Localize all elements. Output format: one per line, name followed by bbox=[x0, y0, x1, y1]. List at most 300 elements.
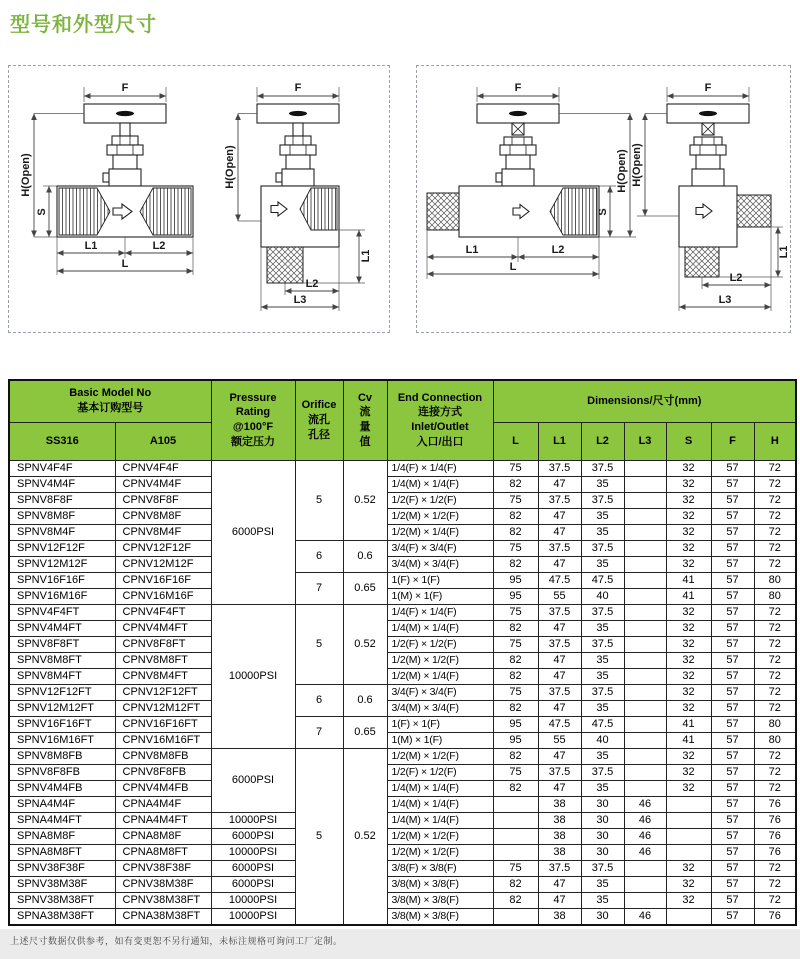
orifice-cell: 5 bbox=[295, 460, 343, 540]
header-line: 入口/出口 bbox=[416, 436, 464, 449]
dim-label-s: S bbox=[597, 208, 609, 216]
dim-cell-l2: 30 bbox=[581, 812, 624, 828]
dim-cell-h: 72 bbox=[754, 524, 796, 540]
header-line: End Connection bbox=[397, 391, 483, 404]
dim-cell-l3 bbox=[624, 652, 666, 668]
dim-label-l: L bbox=[121, 258, 129, 270]
model-ss316-cell: SPNA4M4F bbox=[9, 796, 115, 812]
dim-cell-s bbox=[666, 828, 711, 844]
table-row bbox=[9, 556, 796, 572]
dim-cell-l1: 47 bbox=[538, 700, 581, 716]
model-a105-cell: CPNV38M38FT bbox=[115, 892, 211, 908]
model-ss316-cell: SPNV12M12F bbox=[9, 556, 115, 572]
connection-cell: 1/2(M) × 1/4(F) bbox=[387, 668, 493, 684]
model-a105-cell: CPNV12F12F bbox=[115, 540, 211, 556]
dim-cell-l: 95 bbox=[493, 572, 538, 588]
model-a105-cell: CPNV8F8FT bbox=[115, 636, 211, 652]
connection-cell: 3/4(F) × 3/4(F) bbox=[387, 540, 493, 556]
dim-cell-f: 57 bbox=[711, 812, 754, 828]
header-line: 流孔 bbox=[308, 413, 330, 426]
orifice-cell: 5 bbox=[295, 748, 343, 925]
table-row bbox=[9, 620, 796, 636]
table-row bbox=[9, 860, 796, 876]
model-ss316-cell: SPNV4F4FT bbox=[9, 604, 115, 620]
cv-cell: 0.52 bbox=[343, 748, 387, 925]
dim-cell-l1: 47 bbox=[538, 780, 581, 796]
header-line: Rating bbox=[235, 406, 271, 419]
dim-cell-l: 82 bbox=[493, 556, 538, 572]
dim-cell-s: 32 bbox=[666, 540, 711, 556]
dim-cell-l1: 38 bbox=[538, 844, 581, 860]
table-row bbox=[9, 572, 796, 588]
orifice-cell: 6 bbox=[295, 540, 343, 572]
dim-cell-l3 bbox=[624, 860, 666, 876]
dim-cell-f: 57 bbox=[711, 748, 754, 764]
dim-cell-h: 72 bbox=[754, 652, 796, 668]
dim-cell-l2: 35 bbox=[581, 892, 624, 908]
model-a105-cell: CPNV8M8F bbox=[115, 508, 211, 524]
dim-cell-l3 bbox=[624, 780, 666, 796]
dim-cell-s: 32 bbox=[666, 764, 711, 780]
model-a105-cell: CPNV16M16FT bbox=[115, 732, 211, 748]
header-dim-f: F bbox=[711, 422, 754, 460]
dim-cell-l3 bbox=[624, 700, 666, 716]
dim-cell-f: 57 bbox=[711, 508, 754, 524]
dim-cell-h: 72 bbox=[754, 508, 796, 524]
dim-cell-s bbox=[666, 812, 711, 828]
dim-cell-f: 57 bbox=[711, 732, 754, 748]
model-a105-cell: CPNV12F12FT bbox=[115, 684, 211, 700]
dim-cell-l3 bbox=[624, 892, 666, 908]
dim-cell-l3 bbox=[624, 636, 666, 652]
dim-cell-h: 80 bbox=[754, 588, 796, 604]
connection-cell: 1(M) × 1(F) bbox=[387, 588, 493, 604]
dim-cell-l: 82 bbox=[493, 476, 538, 492]
dim-cell-s: 32 bbox=[666, 780, 711, 796]
header-dimensions: Dimensions/尺寸(mm) bbox=[493, 380, 796, 422]
dim-cell-l2: 30 bbox=[581, 844, 624, 860]
dim-cell-l1: 47 bbox=[538, 748, 581, 764]
dim-cell-l: 95 bbox=[493, 716, 538, 732]
dim-label-l2: L2 bbox=[729, 272, 743, 284]
table-row bbox=[9, 748, 796, 764]
dim-cell-h: 76 bbox=[754, 828, 796, 844]
table-row bbox=[9, 700, 796, 716]
header-cv bbox=[343, 380, 387, 460]
connection-cell: 1/4(M) × 1/4(F) bbox=[387, 620, 493, 636]
model-a105-cell: CPNV12M12F bbox=[115, 556, 211, 572]
handle-lens bbox=[509, 111, 527, 116]
dim-cell-l: 75 bbox=[493, 460, 538, 476]
dim-cell-l3: 46 bbox=[624, 812, 666, 828]
dim-cell-l bbox=[493, 796, 538, 812]
dim-cell-l2: 37.5 bbox=[581, 540, 624, 556]
dim-label-l2: L2 bbox=[152, 240, 166, 252]
header-line: 孔径 bbox=[308, 428, 330, 441]
dim-cell-s: 32 bbox=[666, 508, 711, 524]
dim-cell-f: 57 bbox=[711, 668, 754, 684]
dim-cell-l1: 47 bbox=[538, 892, 581, 908]
table-row bbox=[9, 636, 796, 652]
dim-label-l2: L2 bbox=[305, 278, 319, 290]
table-row bbox=[9, 812, 796, 828]
model-a105-cell: CPNV8M8FT bbox=[115, 652, 211, 668]
cv-cell: 0.6 bbox=[343, 540, 387, 572]
dim-label-f: F bbox=[704, 82, 712, 94]
pressure-cell: 6000PSI bbox=[211, 460, 295, 604]
dim-cell-l2: 40 bbox=[581, 588, 624, 604]
handle-lens bbox=[289, 111, 307, 116]
dim-cell-l1: 47 bbox=[538, 876, 581, 892]
dim-cell-s: 32 bbox=[666, 892, 711, 908]
dim-cell-h: 72 bbox=[754, 764, 796, 780]
dim-cell-f: 57 bbox=[711, 620, 754, 636]
dim-cell-f: 57 bbox=[711, 876, 754, 892]
model-ss316-cell: SPNV4M4FT bbox=[9, 620, 115, 636]
table-row bbox=[9, 460, 796, 476]
model-ss316-cell: SPNV38F38F bbox=[9, 860, 115, 876]
dim-cell-l3 bbox=[624, 540, 666, 556]
connection-cell: 1(F) × 1(F) bbox=[387, 716, 493, 732]
dim-cell-s: 32 bbox=[666, 524, 711, 540]
header-line: 额定压力 bbox=[231, 436, 275, 449]
model-a105-cell: CPNV4F4FT bbox=[115, 604, 211, 620]
dim-cell-l2: 37.5 bbox=[581, 604, 624, 620]
dim-cell-h: 72 bbox=[754, 860, 796, 876]
table-row bbox=[9, 604, 796, 620]
connection-cell: 1/4(M) × 1/4(F) bbox=[387, 780, 493, 796]
orifice-cell: 5 bbox=[295, 604, 343, 684]
dim-cell-s: 32 bbox=[666, 668, 711, 684]
connection-cell: 1/4(M) × 1/4(F) bbox=[387, 796, 493, 812]
pressure-cell: 10000PSI bbox=[211, 892, 295, 908]
dim-cell-l2: 35 bbox=[581, 700, 624, 716]
dim-cell-l: 75 bbox=[493, 764, 538, 780]
model-a105-cell: CPNA8M8F bbox=[115, 828, 211, 844]
cv-cell: 0.52 bbox=[343, 460, 387, 540]
dim-cell-h: 72 bbox=[754, 668, 796, 684]
dim-cell-l2: 37.5 bbox=[581, 764, 624, 780]
header-line: Pressure bbox=[229, 391, 277, 404]
dim-cell-l2: 35 bbox=[581, 668, 624, 684]
dim-cell-l2: 37.5 bbox=[581, 684, 624, 700]
connection-cell: 1/4(M) × 1/4(F) bbox=[387, 476, 493, 492]
connection-cell: 1/2(M) × 1/2(F) bbox=[387, 652, 493, 668]
dim-cell-l3 bbox=[624, 588, 666, 604]
dim-cell-f: 57 bbox=[711, 460, 754, 476]
dim-cell-f: 57 bbox=[711, 796, 754, 812]
dim-cell-f: 57 bbox=[711, 652, 754, 668]
connection-cell: 1/4(F) × 1/4(F) bbox=[387, 460, 493, 476]
dim-cell-l3 bbox=[624, 572, 666, 588]
model-ss316-cell: SPNV16M16F bbox=[9, 588, 115, 604]
dim-cell-l: 82 bbox=[493, 668, 538, 684]
footnote-text: 上述尺寸数据仅供参考，如有变更恕不另行通知，未标注规格可询问工厂定制。 bbox=[10, 935, 343, 946]
cv-cell: 0.6 bbox=[343, 684, 387, 716]
dim-cell-l1: 37.5 bbox=[538, 684, 581, 700]
table-row bbox=[9, 524, 796, 540]
dim-cell-s: 41 bbox=[666, 572, 711, 588]
header-dim-l2: L2 bbox=[581, 422, 624, 460]
model-a105-cell: CPNV8M4FT bbox=[115, 668, 211, 684]
dim-cell-l2: 35 bbox=[581, 748, 624, 764]
table-row bbox=[9, 796, 796, 812]
dim-label-s: S bbox=[36, 208, 48, 216]
model-a105-cell: CPNV4M4FB bbox=[115, 780, 211, 796]
dim-cell-s: 32 bbox=[666, 684, 711, 700]
connection-cell: 3/8(M) × 3/8(F) bbox=[387, 892, 493, 908]
orifice-cell: 6 bbox=[295, 684, 343, 716]
header-orifice bbox=[295, 380, 343, 460]
header-line: Inlet/Outlet bbox=[411, 421, 469, 434]
dim-cell-l3 bbox=[624, 508, 666, 524]
dim-cell-l1: 38 bbox=[538, 908, 581, 925]
dim-cell-l2: 35 bbox=[581, 556, 624, 572]
model-a105-cell: CPNA38M38FT bbox=[115, 908, 211, 925]
dim-cell-f: 57 bbox=[711, 492, 754, 508]
dim-cell-f: 57 bbox=[711, 604, 754, 620]
dim-cell-l2: 35 bbox=[581, 876, 624, 892]
table-row bbox=[9, 652, 796, 668]
header-line: Orifice bbox=[301, 398, 337, 411]
dim-cell-l3 bbox=[624, 492, 666, 508]
spec-table bbox=[8, 379, 797, 926]
dim-cell-l1: 55 bbox=[538, 588, 581, 604]
dim-cell-l1: 47 bbox=[538, 668, 581, 684]
dim-cell-l: 75 bbox=[493, 860, 538, 876]
model-a105-cell: CPNV4M4F bbox=[115, 476, 211, 492]
header-dim-h: H bbox=[754, 422, 796, 460]
dim-cell-h: 72 bbox=[754, 892, 796, 908]
header-dim-s: S bbox=[666, 422, 711, 460]
dim-cell-h: 80 bbox=[754, 572, 796, 588]
connection-cell: 1/2(M) × 1/2(F) bbox=[387, 844, 493, 860]
model-ss316-cell: SPNV38M38FT bbox=[9, 892, 115, 908]
connection-cell: 1/2(M) × 1/2(F) bbox=[387, 508, 493, 524]
dim-cell-l3 bbox=[624, 876, 666, 892]
dim-cell-h: 72 bbox=[754, 636, 796, 652]
dim-label-l1: L1 bbox=[360, 249, 372, 263]
dim-cell-l1: 37.5 bbox=[538, 636, 581, 652]
dim-cell-f: 57 bbox=[711, 764, 754, 780]
dim-cell-h: 76 bbox=[754, 844, 796, 860]
female-valves-drawing bbox=[9, 66, 389, 332]
table-row bbox=[9, 844, 796, 860]
diagram-box-female-valves bbox=[8, 65, 390, 333]
pressure-cell: 6000PSI bbox=[211, 876, 295, 892]
dim-cell-l2: 37.5 bbox=[581, 636, 624, 652]
header-end-connection bbox=[387, 380, 493, 460]
dim-label-l1: L1 bbox=[778, 245, 790, 259]
connection-cell: 3/8(F) × 3/8(F) bbox=[387, 860, 493, 876]
table-row bbox=[9, 764, 796, 780]
page-footer bbox=[0, 929, 800, 959]
dim-cell-l1: 47 bbox=[538, 508, 581, 524]
header-dim-l1: L1 bbox=[538, 422, 581, 460]
dim-cell-l2: 35 bbox=[581, 780, 624, 796]
dim-cell-s: 32 bbox=[666, 860, 711, 876]
table-row bbox=[9, 668, 796, 684]
connection-cell: 1(M) × 1(F) bbox=[387, 732, 493, 748]
model-a105-cell: CPNA4M4FT bbox=[115, 812, 211, 828]
valve-straight-male-diagram bbox=[427, 82, 636, 279]
header-line: 值 bbox=[359, 436, 371, 449]
model-ss316-cell: SPNV12M12FT bbox=[9, 700, 115, 716]
diagram-box-male-valves bbox=[416, 65, 791, 333]
model-ss316-cell: SPNV8M8FB bbox=[9, 748, 115, 764]
dim-cell-h: 72 bbox=[754, 876, 796, 892]
model-ss316-cell: SPNV4M4FB bbox=[9, 780, 115, 796]
pressure-cell: 10000PSI bbox=[211, 812, 295, 828]
model-ss316-cell: SPNV8M4FT bbox=[9, 668, 115, 684]
dim-cell-s: 32 bbox=[666, 700, 711, 716]
model-a105-cell: CPNV4M4FT bbox=[115, 620, 211, 636]
dim-cell-l: 82 bbox=[493, 780, 538, 796]
dim-label-h-open: H(Open) bbox=[616, 149, 628, 193]
connection-cell: 1/2(M) × 1/2(F) bbox=[387, 828, 493, 844]
model-a105-cell: CPNA4M4F bbox=[115, 796, 211, 812]
dim-cell-s: 32 bbox=[666, 476, 711, 492]
dim-cell-f: 57 bbox=[711, 844, 754, 860]
dim-cell-l: 82 bbox=[493, 892, 538, 908]
dim-cell-f: 57 bbox=[711, 908, 754, 925]
dim-label-h-open: H(Open) bbox=[224, 145, 236, 189]
model-ss316-cell: SPNV38M38F bbox=[9, 876, 115, 892]
connection-cell: 3/8(M) × 3/8(F) bbox=[387, 908, 493, 925]
dim-cell-l1: 47 bbox=[538, 556, 581, 572]
dim-label-l1: L1 bbox=[84, 240, 98, 252]
model-ss316-cell: SPNV8M4F bbox=[9, 524, 115, 540]
table-body bbox=[9, 460, 796, 925]
dim-cell-s bbox=[666, 796, 711, 812]
dim-cell-l1: 38 bbox=[538, 796, 581, 812]
model-ss316-cell: SPNV8M8F bbox=[9, 508, 115, 524]
dim-cell-h: 72 bbox=[754, 460, 796, 476]
model-ss316-cell: SPNV12F12F bbox=[9, 540, 115, 556]
dim-cell-l3: 46 bbox=[624, 796, 666, 812]
dim-cell-l2: 30 bbox=[581, 828, 624, 844]
header-dim-l3: L3 bbox=[624, 422, 666, 460]
dim-cell-f: 57 bbox=[711, 572, 754, 588]
handle-lens bbox=[699, 111, 717, 116]
dim-cell-f: 57 bbox=[711, 636, 754, 652]
header-line: @100°F bbox=[232, 421, 274, 434]
dim-cell-l3 bbox=[624, 684, 666, 700]
header-line: Basic Model No bbox=[69, 387, 152, 400]
dim-label-l2: L2 bbox=[551, 244, 565, 256]
dim-cell-s: 32 bbox=[666, 604, 711, 620]
dim-label-h-open: H(Open) bbox=[20, 153, 32, 197]
dim-cell-l1: 47 bbox=[538, 620, 581, 636]
dim-cell-l: 95 bbox=[493, 732, 538, 748]
dim-cell-h: 72 bbox=[754, 684, 796, 700]
dim-cell-l3 bbox=[624, 668, 666, 684]
dim-cell-h: 72 bbox=[754, 492, 796, 508]
dim-cell-s bbox=[666, 908, 711, 925]
dim-cell-l: 82 bbox=[493, 524, 538, 540]
dim-cell-l2: 35 bbox=[581, 508, 624, 524]
header-line: 连接方式 bbox=[418, 406, 462, 419]
model-ss316-cell: SPNV8M8FT bbox=[9, 652, 115, 668]
dim-cell-h: 72 bbox=[754, 556, 796, 572]
table-row bbox=[9, 908, 796, 925]
dim-cell-h: 76 bbox=[754, 908, 796, 925]
model-a105-cell: CPNV8F8F bbox=[115, 492, 211, 508]
connection-cell: 1/2(F) × 1/2(F) bbox=[387, 636, 493, 652]
dim-cell-l3 bbox=[624, 748, 666, 764]
dim-cell-l3 bbox=[624, 556, 666, 572]
dim-cell-f: 57 bbox=[711, 860, 754, 876]
model-a105-cell: CPNV12M12FT bbox=[115, 700, 211, 716]
dim-label-f: F bbox=[121, 82, 129, 94]
model-a105-cell: CPNV4F4F bbox=[115, 460, 211, 476]
model-a105-cell: CPNV8M4F bbox=[115, 524, 211, 540]
connection-cell: 1/2(M) × 1/4(F) bbox=[387, 524, 493, 540]
dim-cell-l1: 37.5 bbox=[538, 540, 581, 556]
dim-cell-h: 80 bbox=[754, 732, 796, 748]
header-dim-l: L bbox=[493, 422, 538, 460]
connection-cell: 3/4(M) × 3/4(F) bbox=[387, 556, 493, 572]
dim-cell-l3 bbox=[624, 476, 666, 492]
dim-cell-s: 32 bbox=[666, 460, 711, 476]
dim-cell-f: 57 bbox=[711, 716, 754, 732]
dim-cell-h: 72 bbox=[754, 780, 796, 796]
dim-cell-l3 bbox=[624, 620, 666, 636]
dim-cell-l: 82 bbox=[493, 700, 538, 716]
dim-cell-l3: 46 bbox=[624, 828, 666, 844]
valve-straight-female-diagram bbox=[20, 82, 193, 275]
connection-cell: 3/4(F) × 3/4(F) bbox=[387, 684, 493, 700]
dim-cell-l: 75 bbox=[493, 636, 538, 652]
dim-cell-f: 57 bbox=[711, 540, 754, 556]
dim-cell-l bbox=[493, 908, 538, 925]
dim-label-l: L bbox=[509, 261, 517, 273]
handle-lens bbox=[116, 111, 134, 116]
connection-cell: 3/8(M) × 3/8(F) bbox=[387, 876, 493, 892]
dim-cell-l1: 38 bbox=[538, 828, 581, 844]
dim-cell-l: 75 bbox=[493, 492, 538, 508]
dim-cell-f: 57 bbox=[711, 684, 754, 700]
dim-cell-l1: 37.5 bbox=[538, 492, 581, 508]
valve-diagrams bbox=[8, 65, 792, 333]
page-title: 型号和外型尺寸 bbox=[10, 14, 157, 36]
model-ss316-cell: SPNV16F16FT bbox=[9, 716, 115, 732]
header-line: 量 bbox=[359, 421, 371, 434]
dim-cell-l: 82 bbox=[493, 652, 538, 668]
dim-cell-l2: 35 bbox=[581, 524, 624, 540]
dim-cell-l bbox=[493, 828, 538, 844]
dim-cell-l1: 38 bbox=[538, 812, 581, 828]
dim-cell-l2: 37.5 bbox=[581, 460, 624, 476]
cv-cell: 0.65 bbox=[343, 716, 387, 748]
table-row bbox=[9, 508, 796, 524]
dim-cell-h: 72 bbox=[754, 476, 796, 492]
dim-cell-l2: 40 bbox=[581, 732, 624, 748]
pressure-cell: 10000PSI bbox=[211, 844, 295, 860]
dim-cell-f: 57 bbox=[711, 700, 754, 716]
header-a105: A105 bbox=[115, 422, 211, 460]
model-ss316-cell: SPNV8F8F bbox=[9, 492, 115, 508]
dim-cell-l3 bbox=[624, 764, 666, 780]
model-ss316-cell: SPNV4M4F bbox=[9, 476, 115, 492]
pressure-cell: 10000PSI bbox=[211, 604, 295, 748]
dim-cell-l1: 37.5 bbox=[538, 764, 581, 780]
pressure-cell: 6000PSI bbox=[211, 860, 295, 876]
dim-cell-l: 82 bbox=[493, 876, 538, 892]
dim-label-l1: L1 bbox=[465, 244, 479, 256]
dim-cell-l2: 30 bbox=[581, 908, 624, 925]
header-ss316: SS316 bbox=[9, 422, 115, 460]
